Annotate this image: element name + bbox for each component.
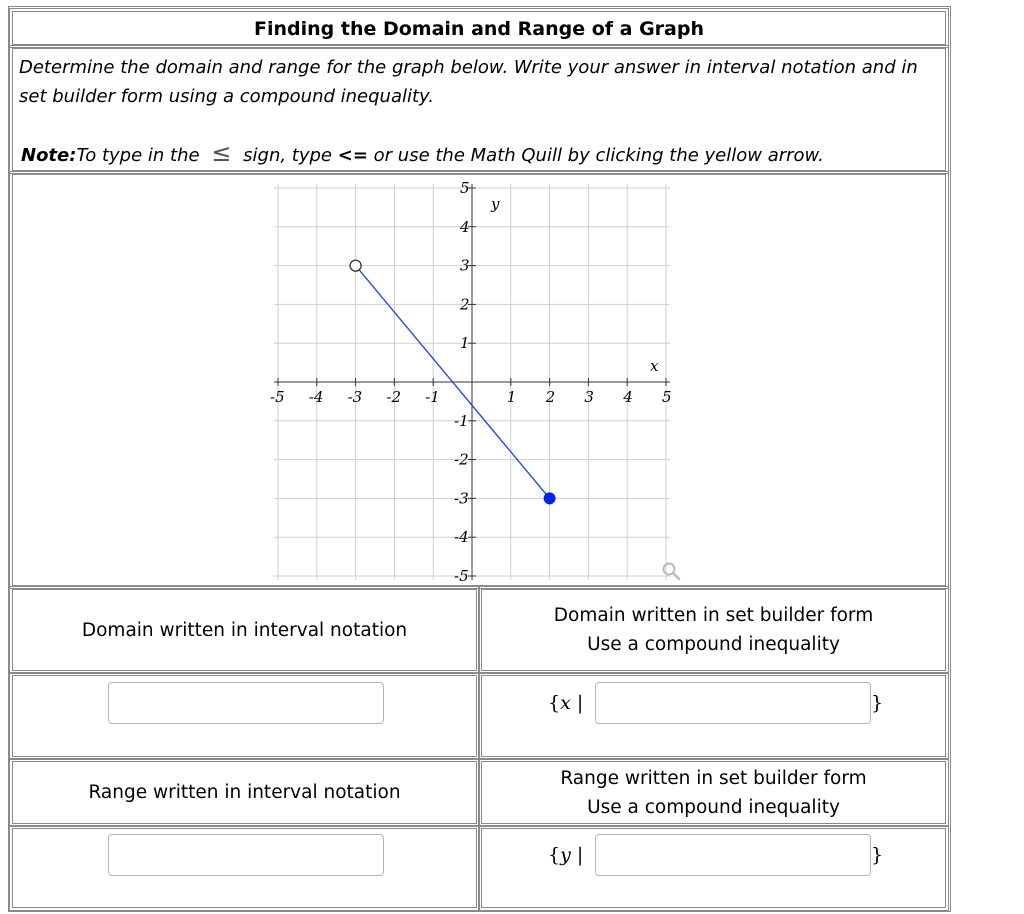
x-tick-label: -1 (425, 388, 440, 406)
x-tick-label: -2 (386, 388, 402, 406)
range-set-input-cell (481, 828, 946, 908)
y-tick-label: -3 (454, 489, 469, 508)
note-text-before: To type in the (76, 145, 200, 166)
range-set-prefix: {y | (548, 844, 584, 866)
y-tick-label: 4 (460, 217, 470, 236)
domain-set-label-cell (481, 589, 946, 671)
range-set-label-line1: Range written in set builder form (560, 767, 867, 789)
range-set-label-line2: Use a compound inequality (587, 796, 840, 818)
axes (274, 184, 670, 580)
note-line (21, 141, 824, 168)
domain-interval-input[interactable] (108, 682, 384, 724)
x-tick-label: 1 (506, 388, 517, 406)
y-tick-label: 5 (460, 179, 470, 197)
instructions-panel (12, 48, 946, 171)
range-interval-label-cell (12, 761, 477, 824)
domain-interval-input-cell (12, 675, 477, 757)
domain-set-input[interactable] (595, 682, 871, 724)
y-tick-label: 2 (460, 295, 470, 314)
range-set-label-cell (481, 761, 946, 824)
x-tick-label: 2 (545, 388, 556, 406)
y-axis-label: y (491, 195, 500, 213)
x-tick-label: 4 (623, 388, 633, 406)
y-tick-label: -4 (454, 528, 469, 547)
domain-set-input-cell (481, 675, 946, 757)
note-code: <= (337, 145, 368, 166)
note-label: Note: (21, 145, 77, 166)
domain-interval-label: Domain written in interval notation (81, 619, 408, 641)
title-text: Finding the Domain and Range of a Graph (253, 18, 704, 40)
range-set-suffix: } (871, 844, 884, 866)
x-axis-label: x (650, 357, 659, 375)
coordinate-graph (13, 175, 945, 585)
range-interval-input[interactable] (108, 834, 384, 876)
x-tick-label: -3 (347, 388, 363, 406)
domain-set-prefix: {x | (548, 692, 584, 714)
domain-set-label-line2: Use a compound inequality (587, 634, 840, 655)
instructions-text: Determine the domain and range for the graph below. Write your answer in interval notation and in set builder form using a compound inequality. (19, 57, 918, 107)
page-title (12, 11, 946, 45)
y-tick-label: -2 (454, 450, 469, 469)
range-interval-input-cell (12, 828, 477, 908)
domain-interval-label-cell (12, 589, 477, 671)
closed-endpoint (544, 493, 555, 504)
domain-set-label-line1: Domain written in set builder form (553, 605, 874, 626)
range-set-input[interactable] (595, 834, 871, 876)
x-tick-label: -4 (308, 388, 324, 406)
y-tick-label: -5 (454, 567, 469, 585)
leq-symbol: ≤ (211, 139, 232, 167)
x-tick-label: 3 (584, 388, 594, 406)
domain-set-suffix: } (871, 692, 884, 714)
y-tick-label: -1 (454, 411, 469, 430)
open-endpoint (350, 260, 361, 271)
range-interval-label: Range written in interval notation (88, 782, 401, 803)
y-tick-label: 3 (460, 256, 470, 275)
note-text-after: or use the Math Quill by clicking the yellow arrow. (373, 145, 824, 166)
x-tick-label: 5 (662, 388, 672, 406)
note-text-mid: sign, type (243, 145, 333, 166)
graph-panel (12, 174, 946, 586)
x-tick-label: -5 (270, 388, 285, 406)
y-tick-label: 1 (460, 334, 470, 353)
